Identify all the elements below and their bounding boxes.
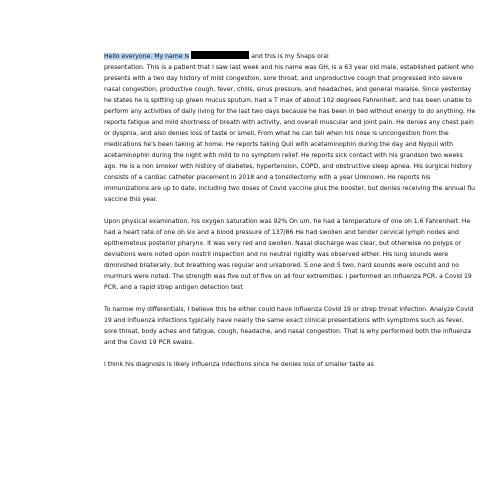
redaction-bar	[191, 51, 249, 59]
paragraph-intro	[104, 51, 476, 205]
paragraph-differentials	[104, 304, 476, 348]
paragraph-3-text: To narrow my differentials, I believe this he either could have influenza Covid 19 or strep throat infection. Analyze Covid 19 and influenza infections typically have nearly the same exact clinical presentations with symptoms such as fever, sore throat, body aches and fatigue, cough, headache, and nasal congestion. That is why performed both the influenza and the Covid 19 PCR swabs.	[104, 306, 474, 346]
paragraph-4-text: I think his diagnosis is likely influenza infections since he denies loss of smaller taste as	[104, 361, 374, 368]
paragraph-physical-exam	[104, 216, 476, 293]
paragraph-2-text: Upon physical examination, his oxygen saturation was 92% On um, he had a temperature of one oh 1.6 Fahrenheit. He had a heart rate of one oh six and a blood pressure of 137/86 He had swollen and tender cervical lymph nodes and epithemetous posterior pharynx. It was very red and swollen. Nasal discharge was clear, but otherwise no polyps or deviations were noted upon nostril inspection and no neutral rigidity was observed either. His lung sounds were diminished bilaterally, but breathing was regular and unlabored. S one and S two, hard sounds were osculid and no murmurs were noted. The strength was five out of five on all four extremities. I performed an influenza PCR, a Covid 19 PCR, and a rapid strep antigen detection test	[104, 218, 472, 291]
paragraph-1-text: presentation. This is a patient that I saw last week and his name was GH, is a 63 year old male, established patient who presents with a two day history of mild congestion, sore throat, and unproductive cough that progressed into severe nasal congestion, productive cough, fever, chills, sinus pressure, and headaches, and general malaise. Since yesterday he states he is spitting up green mucus sputum, had a T max of about 102 degrees Fahrenheit, and has been unable to perform any activities of daily living for the last two days because he has been in bed without energy to do anything. He reports fatigue and mild shortness of breath with activity, and overall muscular and joint pain. He denies any chest pain or dyspnia, and also denies loss of taste or smell, From what he can tell when his nose is uncongestion from the medications he's been taking at home. He reports taking Quil with acetaminophin during the day and Nyquil with acetaminophin during the night with mild to no symptom relief. He reports sick contact with his grandson two weeks ago. He is a non smoker with history of diabetes, hypertension, COPD, and obstructive sleep apnea. His surgical history consists of a cardiac catheter placement in 2018 and a tonsillectomy with a year Unknown. He reports his immunizations are up to date, including two doses of Covid vaccine plus the booster, but denies receiving the annual flu vaccine this year.	[104, 64, 476, 203]
highlighted-greeting: Hello everyone. My name is	[104, 53, 190, 60]
document-page	[104, 51, 476, 370]
paragraph-diagnosis	[104, 359, 476, 370]
intro-continuation: and this is my Snaps oral	[249, 53, 329, 60]
